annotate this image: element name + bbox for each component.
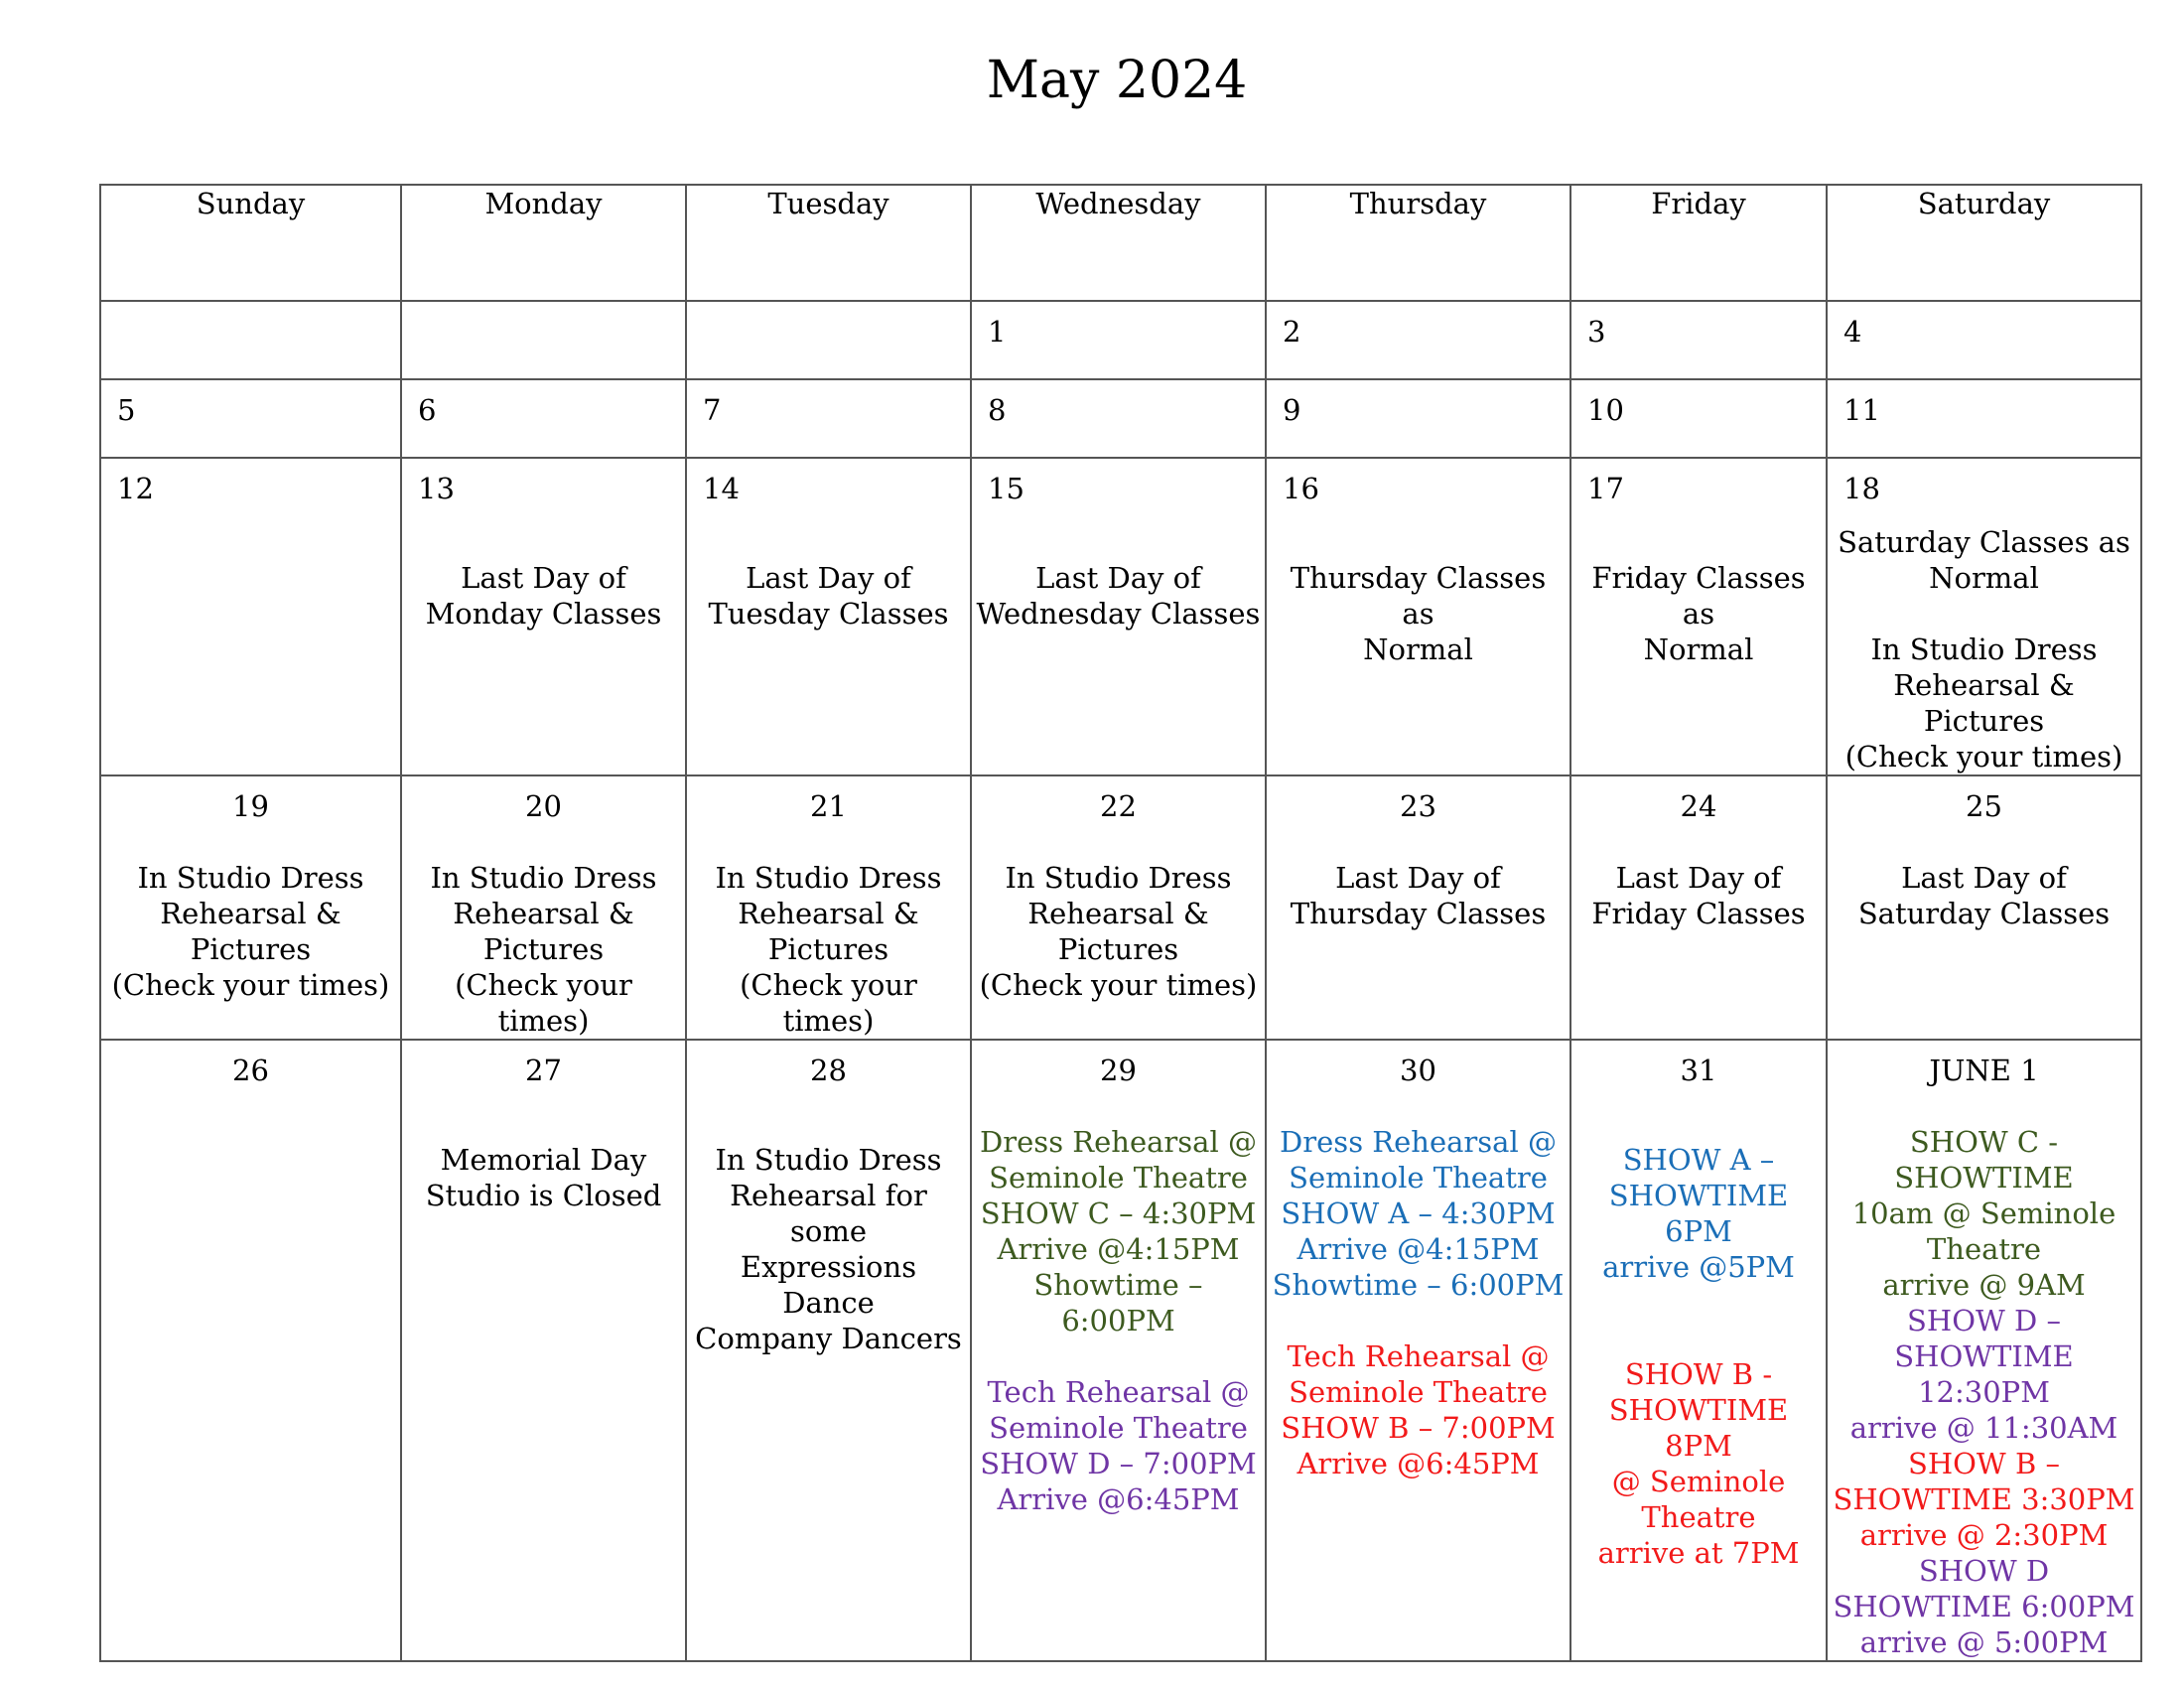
calendar-title: May 2024 <box>986 51 1248 110</box>
event-note: In Studio Dress Rehearsal & Pictures (Check your times) <box>715 861 942 1038</box>
event-note-show-a: Dress Rehearsal @ Seminole Theatre SHOW A – 4:30PM Arrive @4:15PM Showtime – 6:00PM <box>1272 1125 1565 1302</box>
event-note: Last Day of Saturday Classes <box>1857 861 2111 930</box>
day-cell <box>1827 1040 2141 1661</box>
day-cell <box>1827 379 2141 458</box>
weekday-saturday: Saturday <box>1827 185 2141 301</box>
event-note: Saturday Classes as Normal <box>1838 525 2130 595</box>
event-note-show-b: SHOW B - SHOWTIME 8PM @ Seminole Theatre arrive at 7PM <box>1597 1357 1800 1570</box>
day-number: 20 <box>525 789 562 823</box>
day-number: 7 <box>703 393 722 427</box>
day-cell <box>1266 1040 1570 1661</box>
event-note-show-d: Tech Rehearsal @ Seminole Theatre SHOW D – 7:00PM Arrive @6:45PM <box>980 1375 1257 1516</box>
day-cell <box>971 775 1266 1040</box>
weekday-monday: Monday <box>401 185 686 301</box>
weekday-header-row <box>100 185 2141 301</box>
week-row-1 <box>100 301 2141 379</box>
event-note: Last Day of Tuesday Classes <box>708 561 949 631</box>
event-note: In Studio Dress Rehearsal & Pictures (Check your times) <box>1844 633 2123 774</box>
day-cell <box>100 1040 401 1661</box>
event-note: Memorial Day Studio is Closed <box>425 1143 662 1212</box>
event-note-show-c: SHOW C -SHOWTIME 10am @ Seminole Theatre arrive @ 9AM <box>1851 1125 2116 1302</box>
day-number: 27 <box>525 1054 562 1087</box>
day-cell <box>401 379 686 458</box>
day-number: 11 <box>1843 393 1880 427</box>
day-cell <box>686 379 971 458</box>
day-cell <box>1827 301 2141 379</box>
event-note-show-d: SHOW D – SHOWTIME 12:30PM arrive @ 11:30AM <box>1849 1304 2118 1445</box>
day-number: 30 <box>1400 1054 1436 1087</box>
day-number: 2 <box>1283 315 1301 349</box>
day-cell <box>1570 379 1827 458</box>
day-number: 24 <box>1680 789 1717 823</box>
day-cell <box>1266 775 1570 1040</box>
day-number: JUNE 1 <box>1929 1054 2039 1087</box>
event-note: In Studio Dress Rehearsal & Pictures (Check your times) <box>430 861 657 1038</box>
day-cell <box>1827 458 2141 775</box>
week-row-5 <box>100 1040 2141 1661</box>
event-note-show-d: SHOW D SHOWTIME 6:00PM arrive @ 5:00PM <box>1833 1554 2135 1659</box>
day-number: 18 <box>1843 472 1880 505</box>
day-number: 21 <box>810 789 847 823</box>
day-cell <box>686 458 971 775</box>
day-cell <box>1266 458 1570 775</box>
day-number: 17 <box>1587 472 1624 505</box>
week-row-2 <box>100 379 2141 458</box>
day-cell <box>1570 458 1827 775</box>
day-cell <box>971 301 1266 379</box>
day-cell <box>401 1040 686 1661</box>
week-row-3 <box>100 458 2141 775</box>
day-number: 28 <box>810 1054 847 1087</box>
day-number: 1 <box>988 315 1007 349</box>
day-cell <box>401 775 686 1040</box>
day-cell <box>971 379 1266 458</box>
day-number: 12 <box>117 472 154 505</box>
day-cell <box>1266 301 1570 379</box>
day-cell <box>100 775 401 1040</box>
day-number: 10 <box>1587 393 1624 427</box>
day-number: 16 <box>1283 472 1319 505</box>
day-cell <box>1266 379 1570 458</box>
day-cell <box>100 458 401 775</box>
event-note: Last Day of Friday Classes <box>1591 861 1806 930</box>
event-note: Last Day of Thursday Classes <box>1290 861 1547 930</box>
day-cell <box>100 379 401 458</box>
event-note: Last Day of Wednesday Classes <box>976 561 1261 631</box>
day-number: 5 <box>117 393 136 427</box>
day-cell <box>1570 301 1827 379</box>
event-note: In Studio Dress Rehearsal & Pictures (Check your times) <box>979 861 1258 1002</box>
event-note-show-c: Dress Rehearsal @ Seminole Theatre SHOW C – 4:30PM Arrive @4:15PM Showtime – 6:00PM <box>980 1125 1257 1337</box>
day-number: 31 <box>1680 1054 1717 1087</box>
week-row-4 <box>100 775 2141 1040</box>
day-number: 22 <box>1100 789 1137 823</box>
event-note: Last Day of Monday Classes <box>425 561 662 631</box>
day-cell-empty <box>401 301 686 379</box>
day-cell <box>1827 775 2141 1040</box>
day-cell <box>971 458 1266 775</box>
day-cell <box>971 1040 1266 1661</box>
day-number: 4 <box>1843 315 1862 349</box>
weekday-tuesday: Tuesday <box>686 185 971 301</box>
day-number: 6 <box>418 393 437 427</box>
weekday-wednesday: Wednesday <box>971 185 1266 301</box>
calendar-grid <box>99 184 2142 1662</box>
day-number: 9 <box>1283 393 1301 427</box>
event-note-show-b: SHOW B – SHOWTIME 3:30PM arrive @ 2:30PM <box>1833 1447 2135 1552</box>
event-note: Thursday Classes as Normal <box>1290 561 1547 666</box>
day-cell <box>401 458 686 775</box>
day-number: 19 <box>232 789 269 823</box>
day-number: 14 <box>703 472 740 505</box>
day-number: 15 <box>988 472 1024 505</box>
event-note: In Studio Dress Rehearsal & Pictures (Check your times) <box>111 861 390 1002</box>
event-note-show-b: Tech Rehearsal @ Seminole Theatre SHOW B – 7:00PM Arrive @6:45PM <box>1281 1339 1556 1480</box>
weekday-thursday: Thursday <box>1266 185 1570 301</box>
event-note: Friday Classes as Normal <box>1591 561 1806 666</box>
day-number: 23 <box>1400 789 1436 823</box>
day-cell <box>1570 775 1827 1040</box>
day-number: 8 <box>988 393 1007 427</box>
day-cell <box>1570 1040 1827 1661</box>
event-note-show-a: SHOW A – SHOWTIME 6PM arrive @5PM <box>1602 1143 1795 1284</box>
day-number: 25 <box>1966 789 2002 823</box>
day-number: 13 <box>418 472 455 505</box>
day-number: 3 <box>1587 315 1606 349</box>
day-cell <box>686 775 971 1040</box>
weekday-friday: Friday <box>1570 185 1827 301</box>
day-number: 29 <box>1100 1054 1137 1087</box>
day-number: 26 <box>232 1054 269 1087</box>
day-cell <box>686 1040 971 1661</box>
event-note: In Studio Dress Rehearsal for some Expressions Dance Company Dancers <box>695 1143 962 1355</box>
weekday-sunday: Sunday <box>100 185 401 301</box>
day-cell-empty <box>100 301 401 379</box>
day-cell-empty <box>686 301 971 379</box>
